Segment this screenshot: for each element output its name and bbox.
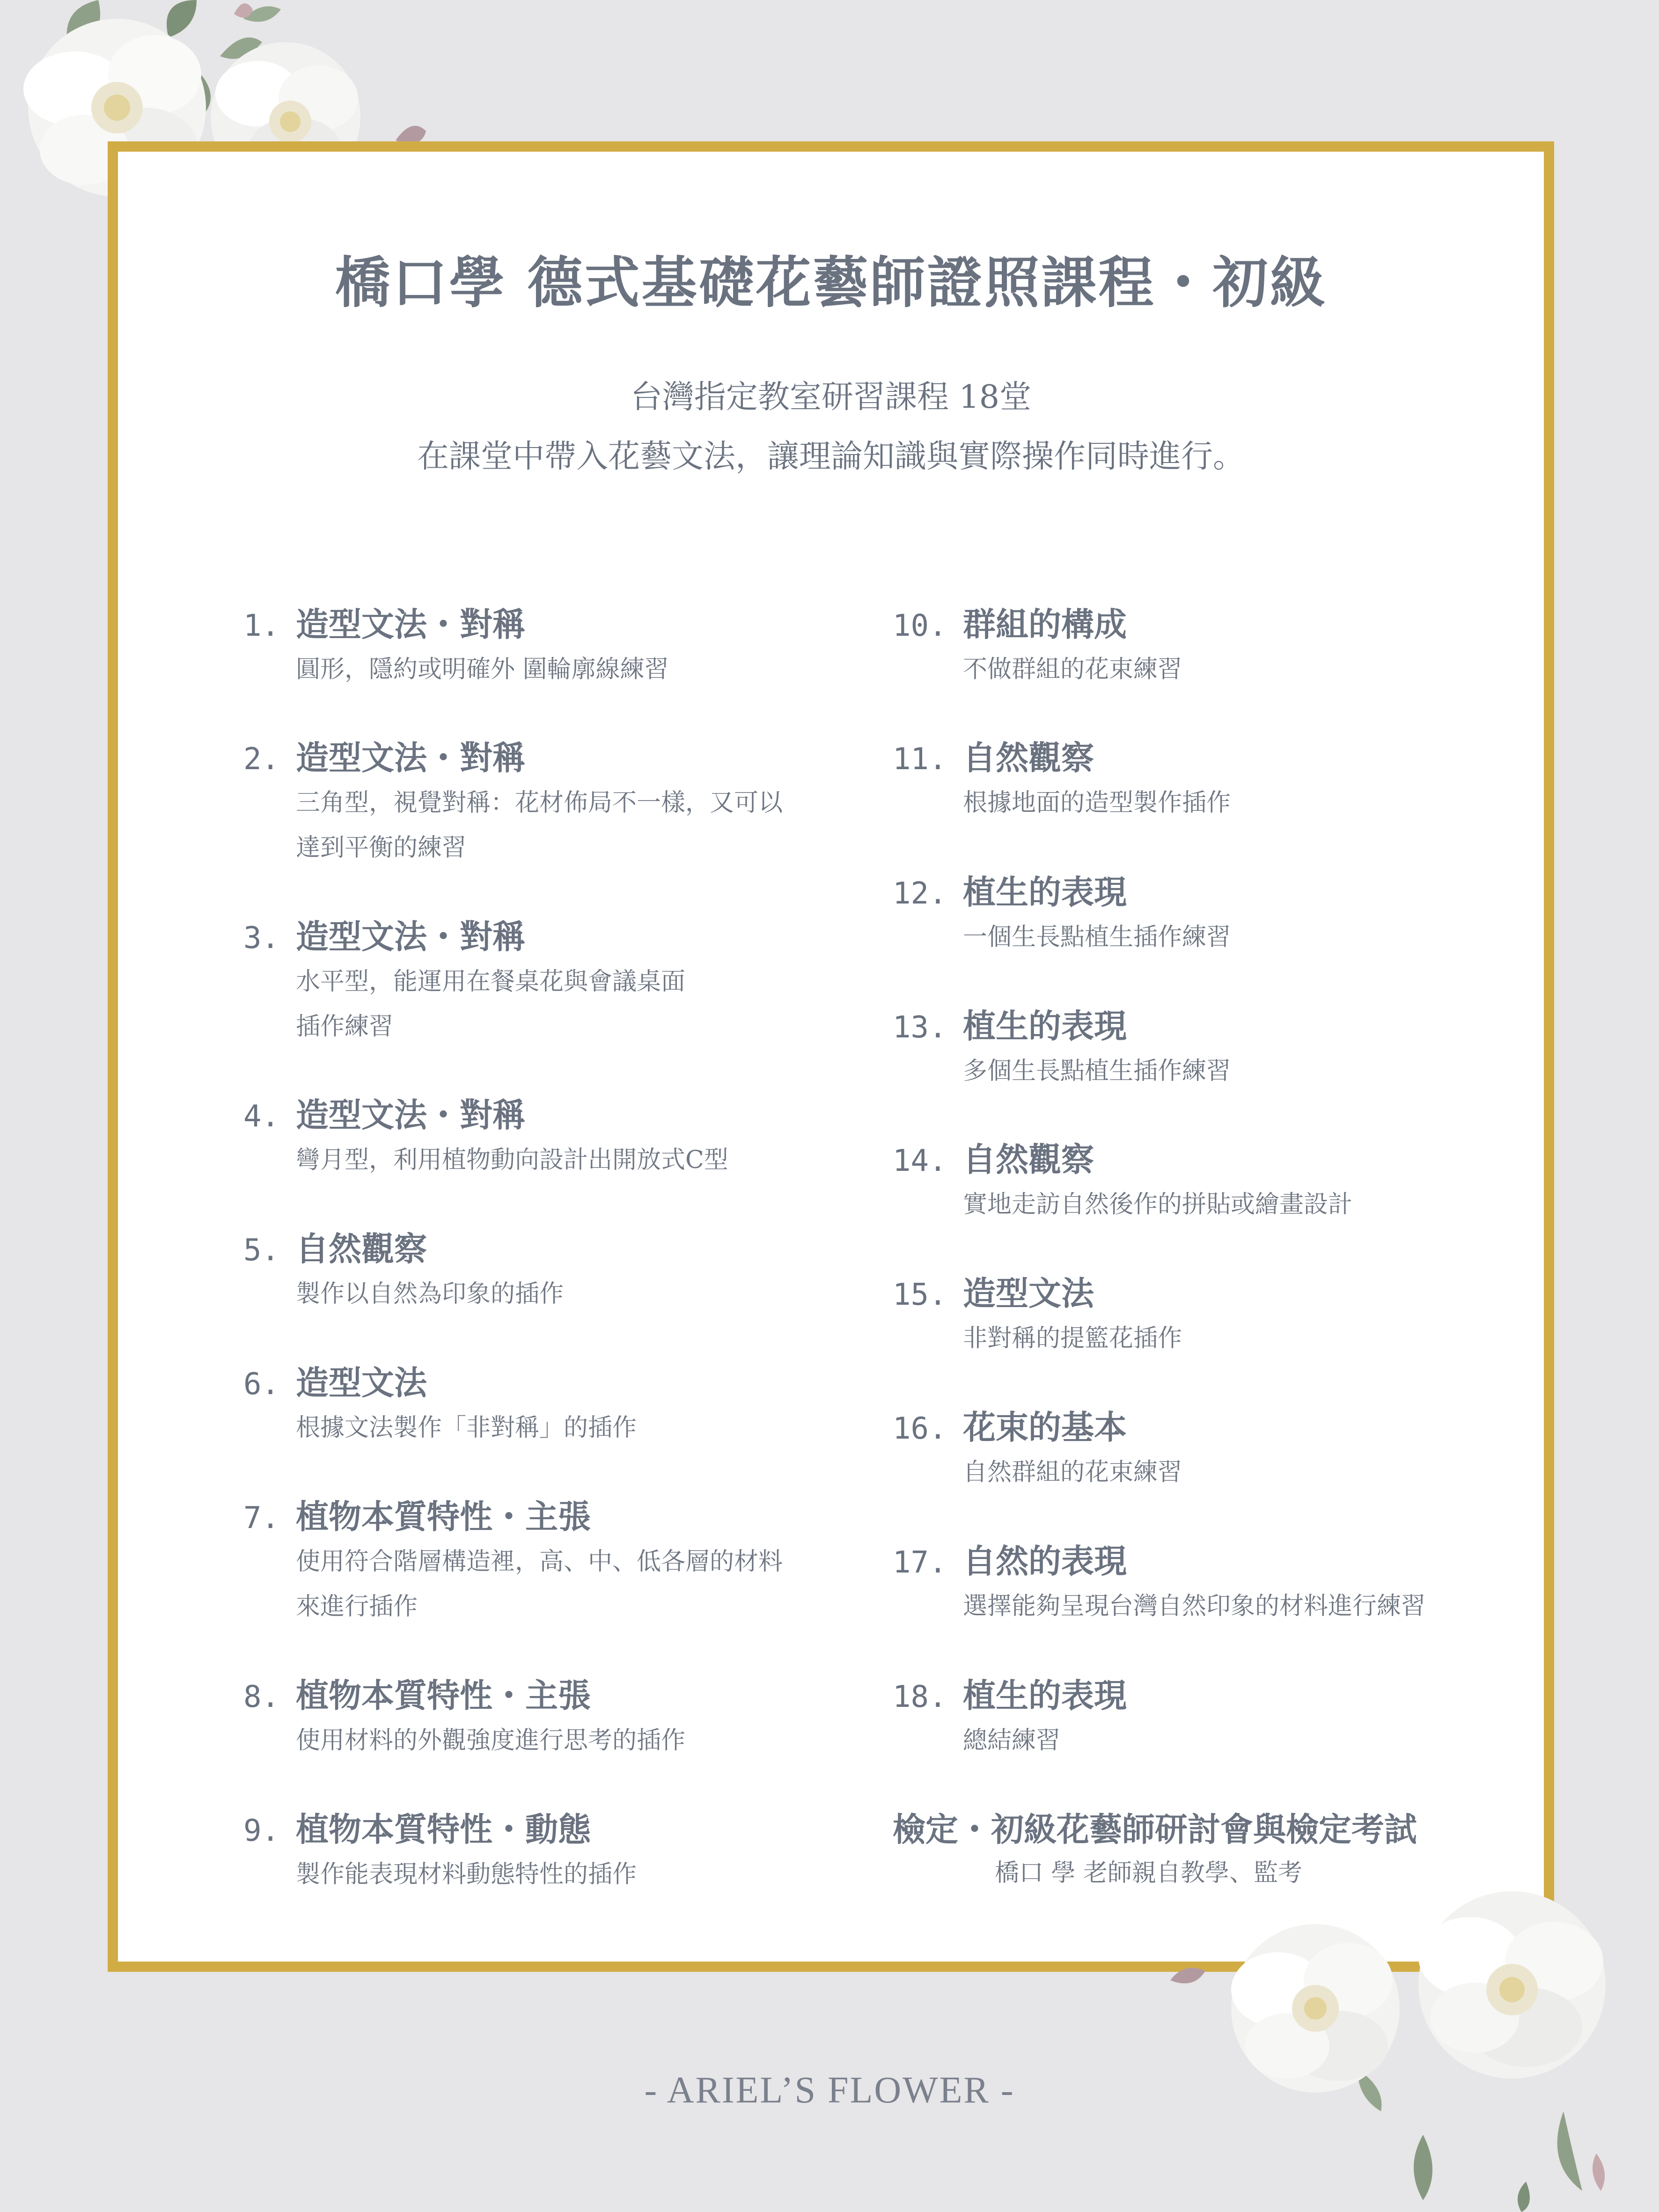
course-description: 選擇能夠呈現台灣自然印象的材料進行練習 bbox=[963, 1592, 1426, 1620]
course-item bbox=[243, 1675, 685, 1763]
course-title: 植物本質特性・主張 bbox=[296, 1676, 591, 1715]
footer-brand: - ARIEL’S FLOWER - bbox=[644, 2070, 1015, 2111]
course-item bbox=[243, 1808, 637, 1897]
course-description: 實地走訪自然後作的拼貼或繪畫設計 bbox=[963, 1191, 1353, 1219]
course-item bbox=[893, 1272, 1182, 1361]
course-item bbox=[893, 603, 1182, 692]
course-item bbox=[893, 737, 1231, 825]
course-number: 17. bbox=[893, 1545, 947, 1580]
course-title: 植物本質特性・主張 bbox=[296, 1497, 591, 1536]
course-description: 多個生長點植生插作練習 bbox=[963, 1057, 1231, 1085]
course-title: 自然的表現 bbox=[963, 1542, 1127, 1580]
course-title: 群組的構成 bbox=[963, 605, 1127, 644]
course-item bbox=[893, 1005, 1231, 1094]
course-title: 自然觀察 bbox=[963, 738, 1094, 777]
course-item bbox=[243, 737, 783, 870]
course-item bbox=[893, 1139, 1352, 1227]
course-description: 製作以自然為印象的插作 bbox=[296, 1280, 564, 1308]
course-number: 13. bbox=[893, 1010, 947, 1045]
course-description: 非對稱的提籃花插作 bbox=[963, 1324, 1182, 1352]
course-item bbox=[893, 1406, 1182, 1495]
course-title: 造型文法・對稱 bbox=[296, 605, 525, 644]
course-number: 12. bbox=[893, 876, 947, 911]
subtitle-line-2: 在課堂中帶入花藝文法，讓理論知識與實際操作同時進行。 bbox=[417, 438, 1245, 475]
course-description: 根據文法製作「非對稱」的插作 bbox=[296, 1414, 637, 1442]
course-item bbox=[243, 1362, 637, 1450]
course-number: 1. bbox=[243, 609, 280, 643]
course-number: 10. bbox=[893, 609, 947, 643]
course-frame bbox=[108, 141, 1554, 1972]
course-number: 18. bbox=[893, 1680, 947, 1714]
course-description: 一個生長點植生插作練習 bbox=[963, 923, 1231, 951]
page-title: 橋口學 德式基礎花藝師證照課程・初級 bbox=[335, 250, 1327, 315]
course-description: 總結練習 bbox=[963, 1727, 1061, 1755]
course-item bbox=[893, 871, 1231, 960]
course-title: 造型文法・對稱 bbox=[296, 1095, 525, 1134]
course-description: 使用材料的外觀強度進行思考的插作 bbox=[296, 1727, 686, 1755]
course-item bbox=[243, 1496, 783, 1629]
subtitle-line-1: 台灣指定教室研習課程 18堂 bbox=[630, 379, 1032, 416]
course-description: 圓形，隱約或明確外 圍輪廓線練習 bbox=[296, 655, 669, 683]
course-number: 11. bbox=[893, 742, 947, 777]
course-number: 8. bbox=[243, 1680, 280, 1714]
course-description: 製作能表現材料動態特性的插作 bbox=[296, 1860, 637, 1889]
course-item bbox=[243, 1228, 564, 1316]
exam-item bbox=[893, 1808, 1417, 1896]
course-number: 3. bbox=[243, 921, 280, 955]
course-number: 6. bbox=[243, 1367, 280, 1402]
course-item bbox=[893, 1540, 1425, 1629]
course-description: 自然群組的花束練習 bbox=[963, 1458, 1182, 1486]
course-description: 水平型，能運用在餐桌花與會議桌面 插作練習 bbox=[296, 968, 686, 1041]
course-title: 造型文法 bbox=[963, 1274, 1094, 1313]
course-description: 根據地面的造型製作插作 bbox=[963, 789, 1231, 817]
exam-title: 檢定・初級花藝師研討會與檢定考試 bbox=[893, 1810, 1417, 1849]
course-title: 造型文法・對稱 bbox=[296, 738, 525, 777]
flower-decoration-bottom-right bbox=[1161, 1891, 1659, 2212]
exam-description: 橋口 學 老師親自教學、監考 bbox=[995, 1859, 1303, 1887]
course-item bbox=[243, 603, 669, 692]
course-title: 植生的表現 bbox=[963, 873, 1127, 911]
course-description: 使用符合階層構造裡，高、中、低各層的材料 來進行插作 bbox=[296, 1548, 783, 1621]
course-title: 植生的表現 bbox=[963, 1676, 1127, 1715]
course-title: 造型文法・對稱 bbox=[296, 917, 525, 956]
course-title: 造型文法 bbox=[296, 1363, 427, 1402]
course-title: 花束的基本 bbox=[963, 1408, 1127, 1447]
course-item bbox=[893, 1675, 1127, 1763]
course-description: 不做群組的花束練習 bbox=[963, 655, 1182, 683]
course-number: 2. bbox=[243, 742, 280, 777]
course-number: 16. bbox=[893, 1411, 947, 1446]
course-title: 植生的表現 bbox=[963, 1007, 1127, 1045]
course-number: 9. bbox=[243, 1814, 280, 1848]
course-number: 4. bbox=[243, 1099, 280, 1134]
course-number: 14. bbox=[893, 1144, 947, 1178]
course-description: 三角型，視覺對稱：花材佈局不一樣，又可以 達到平衡的練習 bbox=[296, 789, 783, 862]
course-item bbox=[243, 916, 685, 1049]
course-item bbox=[243, 1094, 728, 1183]
course-title: 植物本質特性・動態 bbox=[296, 1810, 591, 1849]
course-number: 15. bbox=[893, 1278, 947, 1312]
course-title: 自然觀察 bbox=[963, 1140, 1094, 1179]
course-title: 自然觀察 bbox=[296, 1229, 427, 1268]
course-number: 7. bbox=[243, 1501, 280, 1536]
course-description: 彎月型，利用植物動向設計出開放式C型 bbox=[296, 1146, 728, 1174]
course-number: 5. bbox=[243, 1233, 280, 1268]
